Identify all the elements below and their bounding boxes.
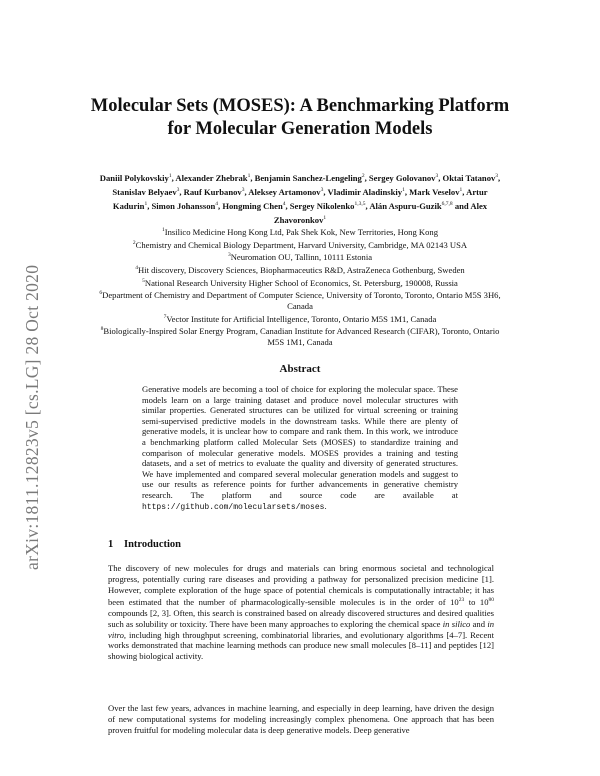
- affiliation-item: [95, 276, 505, 289]
- affiliation-item: [95, 225, 505, 238]
- affiliation-text: National Research University Higher School of Economics, St. Petersburg, 190008, Russia: [144, 277, 458, 288]
- arxiv-stamp: arXiv:1811.12823v5 [cs.LG] 28 Oct 2020: [22, 264, 42, 570]
- affiliation-number: 1: [162, 227, 165, 233]
- affiliation-number: 2: [132, 239, 136, 246]
- affiliation-item: [95, 263, 505, 276]
- in-silico-emphasis: in silico: [442, 618, 471, 629]
- author-name: Vladimir Aladinskiy: [327, 186, 403, 197]
- author-separator: ,: [171, 172, 176, 183]
- author-list: [95, 170, 505, 225]
- author-name: Aleksey Artamonov: [248, 186, 321, 197]
- author-affiliation-mark: 4: [215, 200, 219, 207]
- author-separator: ,: [250, 172, 255, 183]
- author-name: Artur Kadurin: [112, 186, 488, 211]
- author-name: Hongming Chen: [222, 200, 283, 211]
- author-affiliation-mark: 1,3,5: [354, 200, 366, 207]
- author-affiliation-mark: 3: [435, 173, 439, 179]
- author-separator: ,: [404, 186, 410, 197]
- author-separator: ,: [147, 200, 152, 211]
- affiliation-text: Neuromation OU, Tallinn, 10111 Estonia: [230, 252, 373, 263]
- author-separator: ,: [285, 200, 290, 211]
- author-name: Alán Aspuru-Guzik: [369, 200, 442, 211]
- section-number: 1: [108, 539, 114, 550]
- author-separator: ,: [244, 186, 249, 197]
- author-separator: ,: [462, 186, 467, 197]
- abstract-heading: Abstract: [279, 363, 321, 375]
- affiliation-number: 3: [227, 252, 231, 259]
- author-separator: ,: [498, 172, 501, 183]
- abstract-end: .: [324, 500, 327, 511]
- author-separator: and: [452, 200, 471, 211]
- exponent-80: 80: [488, 597, 494, 604]
- affiliation-item: [95, 250, 505, 263]
- author-name: Benjamin Sanchez-Lengeling: [254, 172, 362, 183]
- author-separator: ,: [179, 186, 184, 197]
- paper-title: [60, 95, 540, 141]
- abstract-body: [142, 384, 458, 513]
- affiliation-text: Chemistry and Chemical Biology Department, Harvard University, Cambridge, MA 02143 USA: [135, 239, 468, 250]
- affiliation-text: Hit discovery, Discovery Sciences, Biopharmaceutics R&D, AstraZeneca Gothenburg, Sweden: [138, 264, 465, 275]
- intro-paragraph-2: Over the last few years, advances in machine learning, and especially in deep learning, have driven the design of new computational systems for modeling increasingly complex phenomena. One approach that has been proven fruitful for modeling molecular data is deep generative models. Deep generative: [108, 703, 494, 735]
- author-separator: ,: [364, 172, 369, 183]
- affiliation-item: [95, 238, 505, 251]
- author-affiliation-mark: 6,7,8: [441, 200, 453, 207]
- affiliation-number: 8: [100, 326, 104, 333]
- affiliation-number: 7: [163, 313, 167, 320]
- title-line-1: Molecular Sets (MOSES): A Benchmarking Platform: [90, 96, 510, 116]
- intro-p1-text-c: compounds [2, 3]. Often, this search is constrained based on already discovered structures and desired qualities such as solubility or toxicity. There have been many approaches to exploring the chemical space: [108, 608, 494, 629]
- author-name: Rauf Kurbanov: [183, 186, 242, 197]
- author-affiliation-mark: 1: [402, 186, 405, 193]
- author-affiliation-mark: 3: [176, 186, 180, 193]
- author-affiliation-mark: 1: [459, 186, 463, 193]
- intro-paragraph-1: [108, 563, 494, 662]
- intro-p1-text-d: and: [470, 618, 488, 629]
- author-name: Alex Zhavoronkov: [273, 200, 488, 225]
- abstract-text: Generative models are becoming a tool of choice for exploring the molecular space. These models learn on a large training dataset and produce novel molecular structures with similar properties. Generated structures can be utilized for virtual screening or training semi-supervised predictive models in the downstream tasks. While there are plenty of generative models, it is unclear how to compare and rank them. In this work, we introduce a benchmarking platform called Molecular Sets (MOSES) to standardize training and comparison of molecular generative models. MOSES provides a training and testing datasets, and a set of metrics to evaluate the quality and diversity of generated structures. We have implemented and compared several molecular generation models and suggest to use our results as reference points for further advancements in generative chemistry research. The platform and source code are available at: [142, 384, 458, 500]
- affiliation-item: [95, 324, 505, 347]
- author-name: Simon Johansson: [151, 200, 216, 211]
- affiliation-text: Vector Institute for Artificial Intelligence, Toronto, Ontario M5S 1M1, Canada: [166, 313, 437, 324]
- author-affiliation-mark: 3: [495, 173, 499, 179]
- author-affiliation-mark: 1: [144, 200, 148, 207]
- in-vitro-emphasis: in vitro: [108, 618, 494, 640]
- author-name: Sergey Nikolenko: [289, 200, 355, 211]
- intro-p1-text-e: , including high throughput screening, combinatorial libraries, and evolutionary algorithms [4–7]. Recent works demonstrated that machine learning methods can produce new small molecules [8–11] and peptides [12] showing biological activity.: [108, 629, 494, 662]
- author-affiliation-mark: 1: [168, 173, 172, 179]
- author-name: Daniil Polykovskiy: [99, 172, 169, 183]
- author-affiliation-mark: 3: [241, 186, 245, 193]
- author-separator: ,: [218, 200, 223, 211]
- section-title: Introduction: [124, 539, 181, 550]
- title-line-2: for Molecular Generation Models: [167, 119, 433, 139]
- author-affiliation-mark: 3: [320, 186, 324, 193]
- author-affiliation-mark: 1: [323, 214, 327, 221]
- author-separator: ,: [323, 186, 328, 197]
- affiliation-number: 5: [142, 277, 145, 284]
- author-affiliation-mark: 1: [247, 173, 251, 179]
- affiliation-text: Department of Chemistry and Department of Computer Science, University of Toronto, Toronto, Ontario M5S 3H6, Canada: [102, 290, 501, 311]
- affiliation-text: Biologically-Inspired Solar Energy Program, Canadian Institute for Advanced Research (CIFAR), Toronto, Ontario M5S 1M1, Canada: [103, 326, 500, 348]
- author-name: Sergey Golovanov: [368, 172, 436, 183]
- author-separator: ,: [365, 200, 370, 211]
- author-affiliation-mark: 2: [361, 173, 365, 179]
- affiliation-item: [95, 288, 505, 311]
- author-name: Oktai Tatanov: [442, 172, 496, 183]
- affiliation-number: 6: [99, 290, 103, 297]
- author-name: Mark Veselov: [409, 186, 460, 197]
- affiliation-list: [95, 225, 505, 348]
- author-name: Alexander Zhebrak: [175, 172, 248, 183]
- author-separator: ,: [438, 172, 443, 183]
- intro-p1-text-b: to 10: [464, 597, 489, 608]
- author-name: Stanislav Belyaev: [112, 186, 177, 197]
- affiliation-item: [95, 312, 505, 325]
- exponent-23: 23: [458, 597, 465, 604]
- affiliation-number: 4: [135, 264, 139, 271]
- source-code-link[interactable]: https://github.com/molecularsets/moses: [142, 502, 325, 512]
- author-affiliation-mark: 4: [282, 200, 286, 207]
- intro-p1-text-a: The discovery of new molecules for drugs and materials can bring enormous societal and technological progress, potentially curing rare diseases and providing a pathway for personalized precision medicine [1]. However, complete exploration of the huge space of potential chemicals is computationally intractable; it has been estimated that the number of pharmacologically-sensible molecules is in the order of 10: [108, 563, 494, 608]
- affiliation-text: Insilico Medicine Hong Kong Ltd, Pak Shek Kok, New Territories, Hong Kong: [164, 226, 438, 237]
- section-heading-introduction: [108, 539, 181, 550]
